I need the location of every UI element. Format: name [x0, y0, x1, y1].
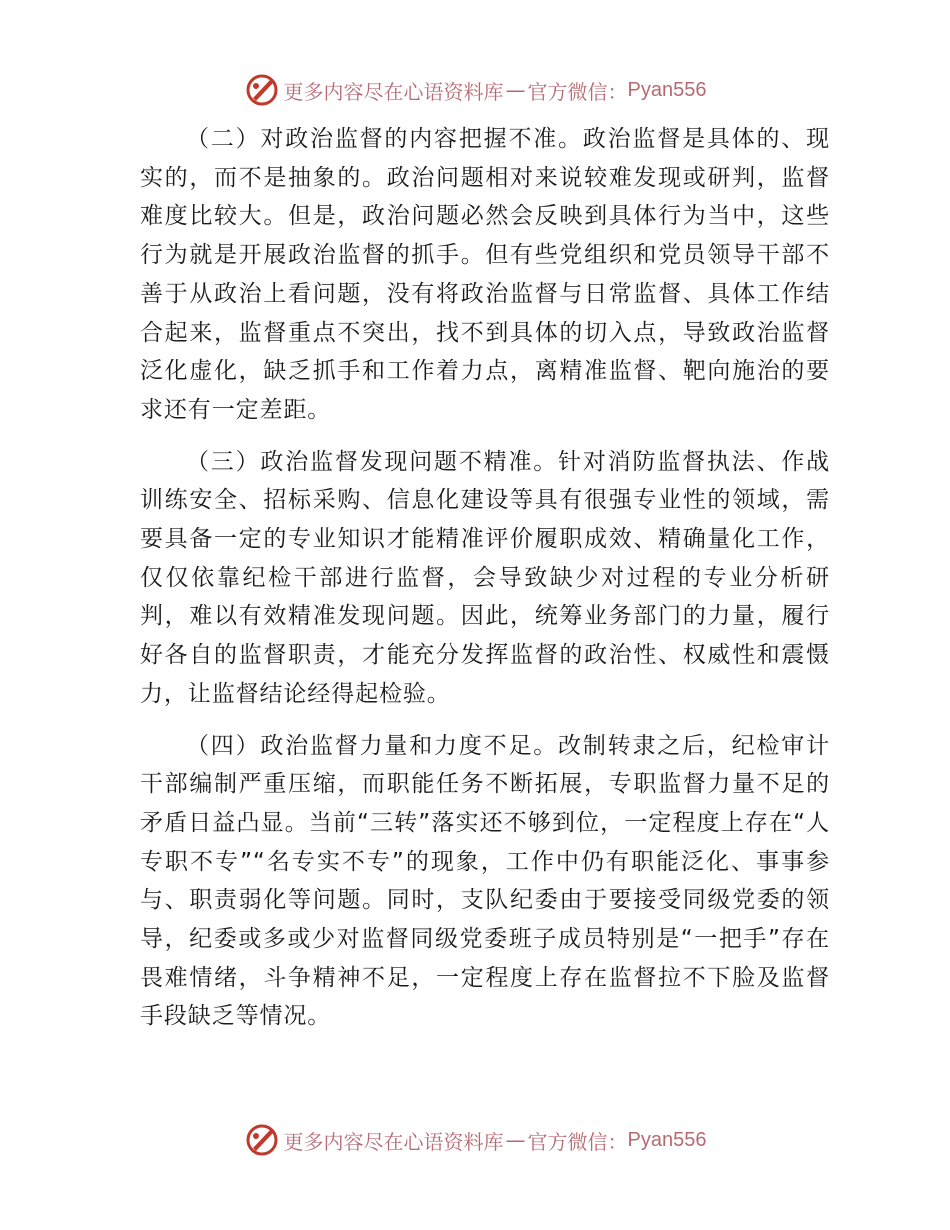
banner-text: 更多内容尽在心语资料库 — [283, 79, 504, 104]
header-banner — [0, 70, 950, 110]
paragraph-2: （二）对政治监督的内容把握不准。政治监督是具体的、现实的，而不是抽象的。政治问题相对来说较难发现或研判，监督难度比较大。但是，政治问题必然会反映到具体行为当中，这些行为就是开展政治监督的抓手。但有些党组织和党员领导干部不善于从政治上看问题，没有将政治监督与日常监督、具体工作结合起来，监督重点不突出，找不到具体的切入点，导致政治监督泛化虚化，缺乏抓手和工作着力点，离精准监督、靶向施治的要求还有一定差距。 — [140, 126, 830, 423]
wechat-label: 官方微信： — [527, 79, 628, 104]
banner-dash: — — [505, 78, 526, 102]
banner-dash: — — [505, 1128, 526, 1152]
banner-text: 更多内容尽在心语资料库 — [283, 1129, 504, 1154]
footer-banner — [0, 1120, 950, 1160]
wechat-id: Pyan556 — [627, 1128, 707, 1151]
logo-icon — [244, 1122, 280, 1158]
wechat-label: 官方微信： — [527, 1129, 628, 1154]
paragraph-4: （四）政治监督力量和力度不足。改制转隶之后，纪检审计干部编制严重压缩，而职能任务不断拓展，专职监督力量不足的矛盾日益凸显。当前“三转”落实还不够到位，一定程度上存在“人专职不专”“名专实不专”的现象，工作中仍有职能泛化、事事参与、职责弱化等问题。同时，支队纪委由于要接受同级党委的领导，纪委或多或少对监督同级党委班子成员特别是“一把手”存在畏难情绪，斗争精神不足，一定程度上存在监督拉不下脸及监督手段缺乏等情况。 — [140, 732, 830, 1030]
wechat-id: Pyan556 — [627, 78, 707, 101]
document-body — [140, 120, 830, 1049]
paragraph-3: （三）政治监督发现问题不精准。针对消防监督执法、作战训练安全、招标采购、信息化建设等具有很强专业性的领域，需要具备一定的专业知识才能精准评价履职成效、精确量化工作，仅仅依靠纪检干部进行监督，会导致缺少对过程的专业分析研判，难以有效精准发现问题。因此，统筹业务部门的力量，履行好各自的监督职责，才能充分发挥监督的政治性、权威性和震慑力，让监督结论经得起检验。 — [140, 448, 830, 707]
logo-icon — [244, 72, 280, 108]
